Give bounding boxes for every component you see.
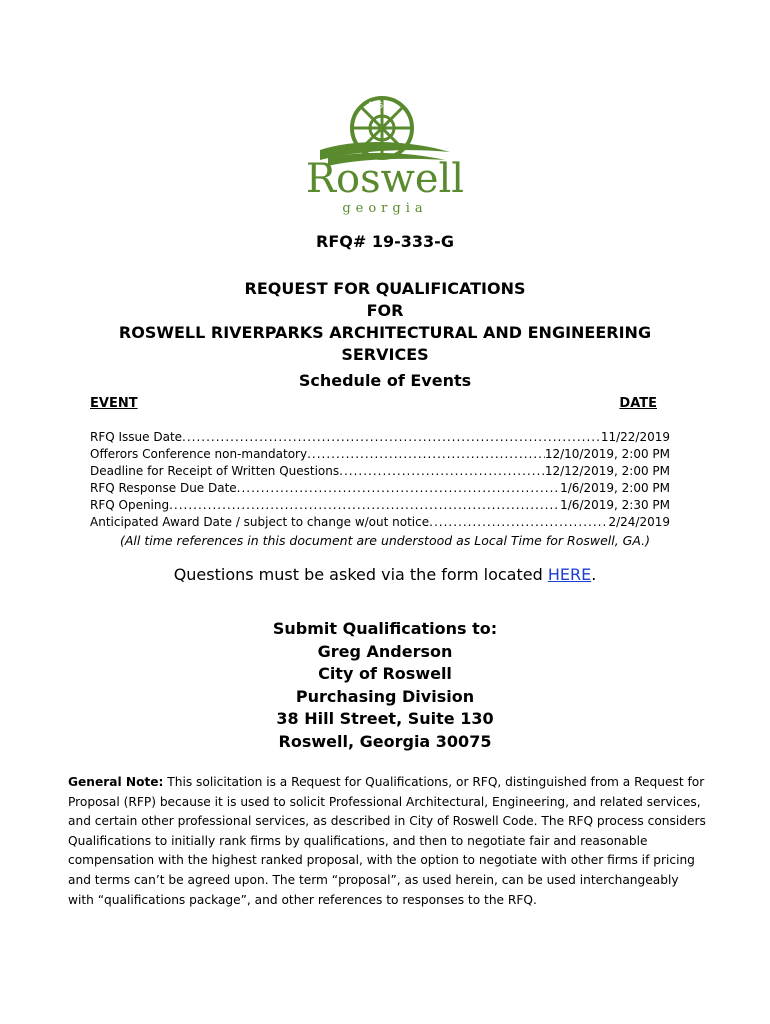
schedule-row: [90, 515, 670, 532]
schedule-row: [90, 447, 670, 464]
roswell-logo-mark: [300, 88, 470, 218]
leader-dots: [237, 481, 560, 495]
title-line-2: FOR: [366, 301, 404, 320]
event-name: RFQ Issue Date: [90, 430, 183, 444]
schedule-row: [90, 464, 670, 481]
event-date: 1/6/2019, 2:30 PM: [560, 498, 670, 512]
questions-form-link[interactable]: HERE: [547, 565, 592, 584]
schedule-row: [90, 481, 670, 498]
event-date: 2/24/2019: [608, 515, 670, 529]
title-line-4: SERVICES: [341, 345, 429, 364]
event-name: Deadline for Receipt of Written Questions: [90, 464, 340, 478]
questions-end: .: [591, 565, 597, 584]
questions-line: [0, 565, 770, 584]
city-state-zip: Roswell, Georgia 30075: [278, 731, 492, 751]
schedule-title: Schedule of Events: [298, 371, 472, 390]
event-name: Offerors Conference non-mandatory: [90, 447, 308, 461]
leader-dots: [307, 447, 545, 461]
street-address: 38 Hill Street, Suite 130: [276, 709, 494, 728]
event-date: 12/10/2019, 2:00 PM: [544, 447, 670, 461]
roswell-logo: [300, 88, 470, 218]
general-note-label: General Note:: [68, 775, 164, 789]
leader-dots: [169, 498, 560, 512]
time-reference-note: (All time references in this document are understood as Local Time for Roswell, GA.): [120, 533, 650, 548]
general-note: [68, 773, 708, 910]
event-name: RFQ Opening: [90, 498, 170, 512]
document-title: [0, 278, 770, 366]
organization: City of Roswell: [318, 664, 452, 683]
rfq-number: RFQ# 19-333-G: [316, 232, 454, 251]
logo-name: Roswell: [305, 156, 465, 202]
event-date: 1/6/2019, 2:00 PM: [560, 481, 670, 495]
questions-text: Questions must be asked via the form located: [173, 565, 548, 584]
leader-dots: [429, 515, 608, 529]
event-name: Anticipated Award Date / subject to change w/out notice: [90, 515, 430, 529]
submit-heading: Submit Qualifications to:: [272, 619, 498, 638]
schedule-row: [90, 498, 670, 515]
general-note-text: This solicitation is a Request for Qualifications, or RFQ, distinguished from a Request for Proposal (RFP) because it is used to solicit Professional Architectural, Engineering, and related services, and certain other professional services, as described in City of Roswell Code. The RFQ process considers Qualifications to initially rank firms by qualifications, and then to negotiate fair and reasonable compensation with the highest ranked proposal, with the option to negotiate with other firms if pricing and terms can’t be agreed upon. The term “proposal”, as used herein, can be used interchangeably with “qualifications package”, and other references to responses to the RFQ.: [68, 775, 706, 907]
submission-address: [0, 618, 770, 753]
event-column-header: EVENT: [90, 396, 138, 411]
logo-year: 1854: [368, 101, 389, 110]
title-line-1: REQUEST FOR QUALIFICATIONS: [244, 279, 526, 298]
title-line-3: ROSWELL RIVERPARKS ARCHITECTURAL AND ENGINEERING: [118, 323, 652, 342]
schedule-row: [90, 430, 670, 447]
date-column-header: DATE: [619, 396, 657, 411]
schedule-list: [90, 430, 670, 532]
division: Purchasing Division: [295, 686, 475, 706]
event-date: 11/22/2019: [600, 430, 670, 444]
event-name: RFQ Response Due Date: [90, 481, 237, 495]
leader-dots: [339, 464, 545, 478]
contact-name: Greg Anderson: [317, 641, 453, 661]
logo-subtitle: georgia: [342, 201, 428, 216]
leader-dots: [182, 430, 601, 444]
event-date: 12/12/2019, 2:00 PM: [544, 464, 670, 478]
